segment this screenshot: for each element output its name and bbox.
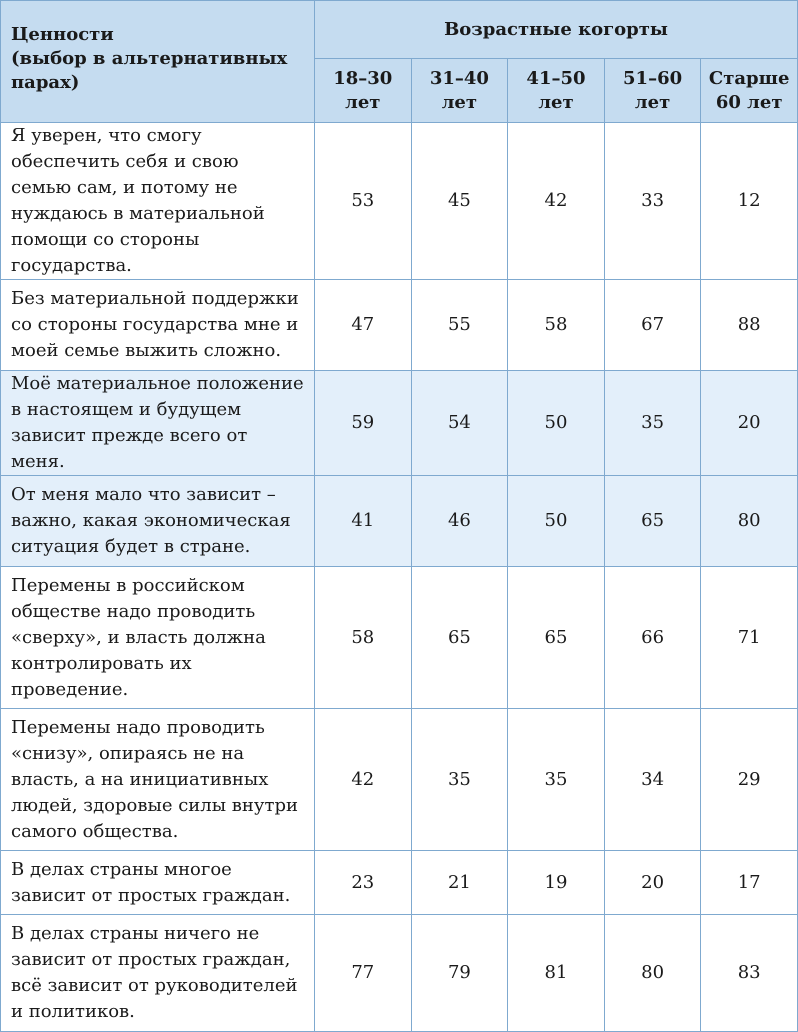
cell-value: 35 — [508, 709, 605, 851]
row-label: Перемены надо проводить «снизу», опираясь не на власть, а на инициативных людей, здоровые силы внутри самого общества. — [1, 709, 315, 851]
row-label: Моё материальное положение в настоящем и будущем зависит прежде всего от меня. — [1, 371, 315, 476]
cell-value: 79 — [411, 915, 508, 1032]
cohort-header-label: 31–40 лет — [429, 67, 489, 113]
cohort-header-51-60 — [604, 59, 701, 123]
cell-value: 33 — [604, 123, 701, 280]
cell-value: 80 — [604, 915, 701, 1032]
cell-value: 50 — [508, 476, 605, 567]
cell-value: 23 — [315, 851, 412, 915]
cohort-header-18-30 — [315, 59, 412, 123]
cell-value: 58 — [315, 567, 412, 709]
cohort-header-41-50 — [508, 59, 605, 123]
values-column-header — [1, 1, 315, 123]
cell-value: 83 — [701, 915, 798, 1032]
cell-value: 35 — [604, 371, 701, 476]
cell-value: 21 — [411, 851, 508, 915]
cohort-header-label: 18–30 лет — [333, 67, 393, 113]
cell-value: 59 — [315, 371, 412, 476]
table-row — [1, 280, 798, 371]
cell-value: 20 — [701, 371, 798, 476]
table-row — [1, 567, 798, 709]
table-row — [1, 915, 798, 1032]
cell-value: 34 — [604, 709, 701, 851]
table-row — [1, 851, 798, 915]
cell-value: 45 — [411, 123, 508, 280]
cohort-header-label: Старше 60 лет — [708, 67, 790, 113]
cell-value: 41 — [315, 476, 412, 567]
cell-value: 12 — [701, 123, 798, 280]
row-label: Я уверен, что смогу обеспечить себя и свою семью сам, и потому не нуждаюсь в материальной помощи со стороны государства. — [1, 123, 315, 280]
row-label: В делах страны многое зависит от простых граждан. — [1, 851, 315, 915]
cell-value: 66 — [604, 567, 701, 709]
cell-value: 46 — [411, 476, 508, 567]
cell-value: 77 — [315, 915, 412, 1032]
row-label: Перемены в российском обществе надо проводить «сверху», и власть должна контролировать их проведение. — [1, 567, 315, 709]
cell-value: 47 — [315, 280, 412, 371]
cohort-header-31-40 — [411, 59, 508, 123]
cell-value: 65 — [508, 567, 605, 709]
cell-value: 42 — [315, 709, 412, 851]
cell-value: 42 — [508, 123, 605, 280]
table-row — [1, 123, 798, 280]
cell-value: 50 — [508, 371, 605, 476]
table-row — [1, 476, 798, 567]
cell-value: 80 — [701, 476, 798, 567]
cell-value: 65 — [411, 567, 508, 709]
cell-value: 19 — [508, 851, 605, 915]
cell-value: 35 — [411, 709, 508, 851]
cell-value: 55 — [411, 280, 508, 371]
cell-value: 67 — [604, 280, 701, 371]
cell-value: 54 — [411, 371, 508, 476]
cell-value: 20 — [604, 851, 701, 915]
cell-value: 58 — [508, 280, 605, 371]
row-label: В делах страны ничего не зависит от простых граждан, всё зависит от руководителей и политиков. — [1, 915, 315, 1032]
cell-value: 53 — [315, 123, 412, 280]
age-cohorts-group-header: Возрастные когорты — [315, 1, 798, 59]
table-row — [1, 371, 798, 476]
cell-value: 81 — [508, 915, 605, 1032]
cell-value: 17 — [701, 851, 798, 915]
row-label: Без материальной поддержки со стороны государства мне и моей семье выжить сложно. — [1, 280, 315, 371]
values-header-label: Ценности (выбор в альтернативных парах) — [11, 24, 288, 93]
cohort-header-over-60 — [701, 59, 798, 123]
cell-value: 65 — [604, 476, 701, 567]
cohort-header-label: 51–60 лет — [623, 67, 683, 113]
table-row — [1, 709, 798, 851]
cell-value: 88 — [701, 280, 798, 371]
cell-value: 71 — [701, 567, 798, 709]
cell-value: 29 — [701, 709, 798, 851]
cohort-header-label: 41–50 лет — [526, 67, 586, 113]
row-label: От меня мало что зависит – важно, какая экономическая ситуация будет в стране. — [1, 476, 315, 567]
